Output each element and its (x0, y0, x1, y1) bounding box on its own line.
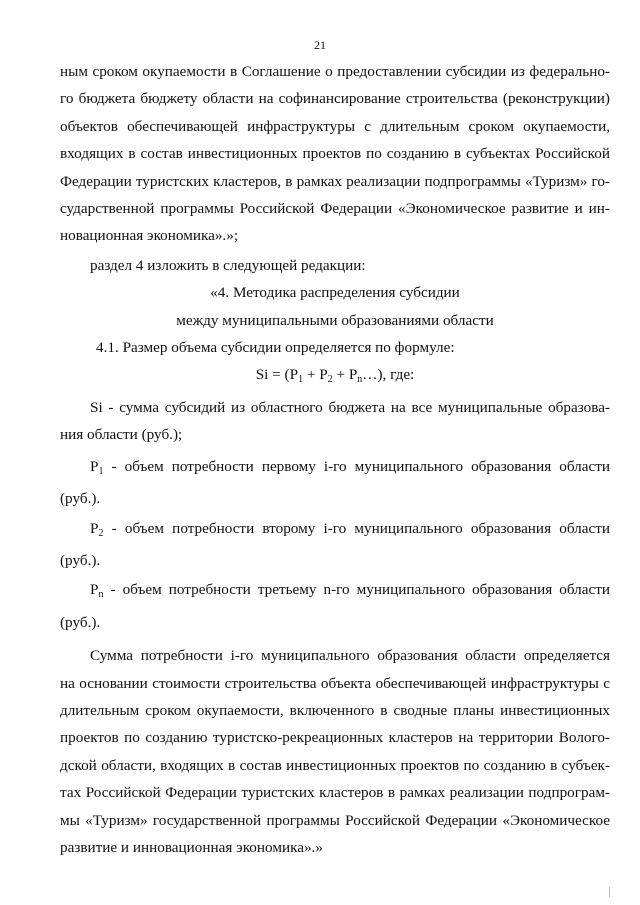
formula-part: + P (303, 366, 328, 384)
variable-subscript: 2 (98, 527, 104, 539)
variable-symbol: P (90, 581, 99, 599)
text-line: на основании стоимости строительства объекта обеспечивающей инфраструктуры с (60, 674, 610, 692)
variable-symbol: P (90, 457, 99, 475)
section-heading-line2: между муниципальными образованиями области (176, 311, 494, 329)
variable-subscript: 1 (98, 465, 104, 477)
margin-tick-mark (609, 887, 610, 897)
section-intro: раздел 4 изложить в следующей редакции: (90, 256, 366, 274)
text-line: (руб.). (60, 613, 101, 631)
formula-subscript: 1 (298, 374, 304, 386)
definition-p2 (60, 515, 610, 575)
text-line (60, 576, 610, 608)
text-line: мы «Туризм» государственной программы Российской Федерации «Экономическое (60, 811, 610, 829)
text-line: тах Российской Федерации туристских кластеров в рамках реализации подпрограм- (60, 784, 610, 802)
formula-subscript: 2 (327, 374, 333, 386)
text-line: сударственной программы Российской Федерации «Экономическое развитие и ин- (60, 200, 610, 218)
definition-pn (60, 576, 610, 636)
paragraph-continuation (60, 58, 610, 250)
formula-part: + P (332, 366, 358, 384)
text-line: Федерации туристских кластеров, в рамках реализации подпрограммы «Туризм» го- (60, 172, 610, 190)
definition-p1 (60, 453, 610, 513)
definition-text: - объем потребности первому i-го муниципального образования области (103, 457, 610, 475)
text-line: ным сроком окупаемости в Соглашение о предоставлении субсидии из федерально- (60, 63, 610, 80)
definition-text: - объем потребности второму i-го муниципального образования области (103, 519, 610, 537)
text-line: длительным сроком окупаемости, включенного в сводные планы инвестиционных (60, 701, 610, 719)
text-line: объектов обеспечивающей инфраструктуры с длительным сроком окупаемости, (60, 117, 610, 135)
text-line (60, 453, 610, 485)
document-body (60, 58, 610, 861)
variable-subscript: n (98, 589, 104, 601)
text-line: (руб.). (60, 551, 101, 569)
definition-text: - объем потребности третьему n-го муниципального образования области (103, 581, 610, 599)
clause-4-1: 4.1. Размер объема субсидии определяется по формуле: (96, 339, 455, 357)
definition-si (60, 394, 610, 449)
text-line: новационная экономика».»; (60, 227, 239, 245)
formula-part: …), где: (362, 366, 415, 384)
text-line: (руб.). (60, 490, 101, 508)
section-heading-line1: «4. Методика распределения субсидии (210, 284, 460, 302)
formula-subscript: n (357, 374, 363, 386)
text-line: го бюджета бюджету области на софинансирование строительства (реконструкции) (60, 90, 610, 108)
formula-part: Si = (P (255, 366, 299, 384)
text-line: развитие и инновационная экономика».» (60, 838, 323, 856)
text-line: дской области, входящих в состав инвестиционных проектов по созданию в субъек- (60, 756, 610, 774)
text-line: входящих в состав инвестиционных проектов по созданию в субъектах Российской (60, 145, 610, 163)
text-line: проектов по созданию туристско-рекреационных кластеров на территории Волого- (60, 729, 610, 747)
text-line: ния области (руб.); (60, 426, 183, 444)
text-line (60, 515, 610, 547)
text-line: Сумма потребности i-го муниципального образования области определяется (90, 647, 610, 665)
text-line: Si - сумма субсидий из областного бюджета на все муниципальные образова- (90, 398, 610, 416)
variable-symbol: P (90, 519, 99, 537)
paragraph-final (60, 642, 610, 861)
formula (60, 361, 610, 393)
page-number: 21 (314, 38, 326, 52)
